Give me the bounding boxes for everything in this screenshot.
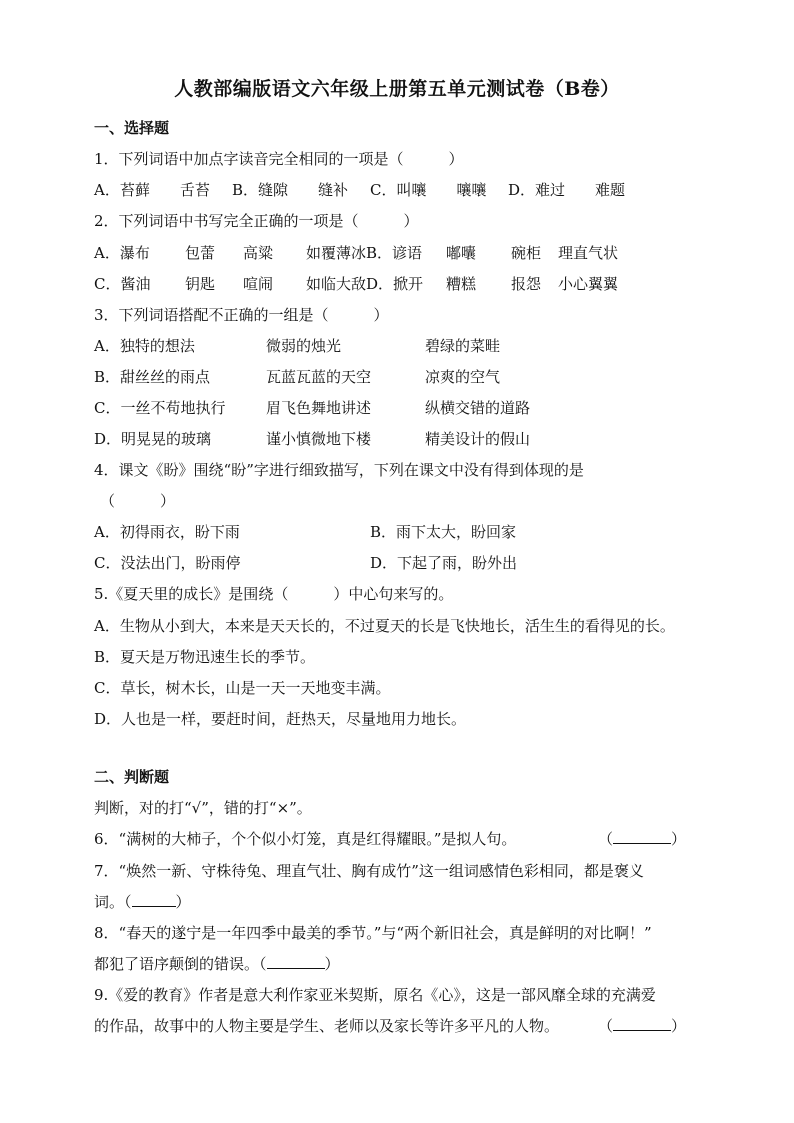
q2-c-word-1: C．酱油	[94, 275, 151, 293]
question-5-stem: 5.《夏天里的成长》是围绕（ ）中心句来写的。	[94, 585, 454, 603]
q7-text-end: 词。（	[94, 893, 132, 911]
q9-open-paren: （	[598, 1017, 614, 1035]
q6-answer-blank[interactable]	[613, 829, 671, 844]
q3-d-item-1: D．明晃晃的玻璃	[94, 430, 212, 448]
q2-b-word-3: 碗柜	[511, 244, 542, 262]
q9-answer	[598, 1016, 686, 1036]
q2-a-word-3: 高粱	[243, 244, 274, 262]
question-7-line-1: 7．“焕然一新、守株待兔、理直气壮、胸有成竹”这一组词感情色彩相同，都是褒义	[94, 862, 644, 880]
question-4-paren: （ ）	[100, 492, 176, 510]
q1-option-d: D．难过 难题	[508, 181, 626, 199]
q1-option-a: A．苔藓 舌苔	[94, 181, 210, 199]
question-7-line-2	[94, 892, 191, 912]
q3-c-item-1: C．一丝不苟地执行	[94, 399, 226, 417]
q2-c-word-2: 钥匙	[185, 275, 216, 293]
q6-answer	[598, 829, 686, 849]
q5-option-c: C．草长，树木长，山是一天一天地变丰满。	[94, 679, 391, 697]
q7-answer-blank[interactable]	[132, 892, 176, 907]
q7-close-paren: ）	[175, 893, 191, 911]
section-choice-heading: 一、选择题	[94, 119, 170, 137]
q8-answer-blank[interactable]	[267, 954, 325, 969]
q2-a-word-4: 如覆薄冰B．谚语	[306, 244, 423, 262]
q3-c-item-2: 眉飞色舞地讲述	[266, 399, 372, 417]
q5-option-a: A．生物从小到大，本来是天天长的，不过夏天的长是飞快地长，活生生的看得见的长。	[94, 617, 675, 635]
q3-b-item-2: 瓦蓝瓦蓝的天空	[266, 368, 372, 386]
q9-text-end: 的作品，故事中的人物主要是学生、老师以及家长等许多平凡的人物。	[94, 1017, 560, 1035]
q3-d-item-3: 精美设计的假山	[425, 430, 531, 448]
q2-b-word-2: 嘟囔	[446, 244, 477, 262]
q4-option-d: D．下起了雨，盼外出	[370, 554, 518, 572]
q6-close-paren: ）	[671, 830, 687, 848]
q2-c-word-4: 如临大敌D．掀开	[306, 275, 424, 293]
q2-d-word-4: 小心翼翼	[558, 275, 619, 293]
q2-d-word-2: 糟糕	[446, 275, 477, 293]
q6-text: 6．“满树的大柿子，个个似小灯笼，真是红得耀眼。”是拟人句。	[94, 830, 517, 848]
section-judge-heading: 二、判断题	[94, 768, 170, 786]
q3-c-item-3: 纵横交错的道路	[425, 399, 531, 417]
q9-answer-blank[interactable]	[613, 1016, 671, 1031]
q5-option-b: B．夏天是万物迅速生长的季节。	[94, 648, 316, 666]
q8-text-end: 都犯了语序颠倒的错误。（	[94, 955, 267, 973]
judge-instruction: 判断，对的打“√”，错的打“×”。	[94, 799, 312, 817]
q3-d-item-2: 谨小慎微地下楼	[266, 430, 372, 448]
q1-option-b: B．缝隙 缝补	[232, 181, 349, 199]
q5-option-d: D．人也是一样，要赶时间，赶热天，尽量地用力地长。	[94, 710, 467, 728]
q3-b-item-3: 凉爽的空气	[425, 368, 501, 386]
question-8-line-1: 8．“春天的遂宁是一年四季中最美的季节。”与“两个新旧社会，真是鲜明的对比啊！”	[94, 924, 652, 942]
q4-option-c: C．没法出门，盼雨停	[94, 554, 241, 572]
page-title: 人教部编版语文六年级上册第五单元测试卷（B卷）	[174, 78, 620, 100]
q2-a-word-1: A．瀑布	[94, 244, 150, 262]
question-3-stem: 3．下列词语搭配不正确的一组是（ ）	[94, 306, 389, 324]
q2-c-word-3: 喧闹	[243, 275, 274, 293]
q9-close-paren: ）	[671, 1017, 687, 1035]
q4-option-b: B．雨下太大，盼回家	[370, 523, 517, 541]
q3-b-item-1: B．甜丝丝的雨点	[94, 368, 211, 386]
q2-b-word-4: 理直气状	[558, 244, 619, 262]
q2-a-word-2: 包蕾	[185, 244, 216, 262]
question-2-stem: 2．下列词语中书写完全正确的一项是（ ）	[94, 212, 419, 230]
question-4-stem: 4．课文《盼》围绕“盼”字进行细致描写，下列在课文中没有得到体现的是	[94, 461, 584, 479]
q3-a-item-2: 微弱的烛光	[266, 337, 342, 355]
question-8-line-2	[94, 954, 340, 974]
question-1-stem: 1．下列词语中加点字读音完全相同的一项是（ ）	[94, 150, 464, 168]
q6-open-paren: （	[598, 830, 614, 848]
q2-d-word-3: 报怨	[511, 275, 542, 293]
q3-a-item-3: 碧绿的菜畦	[425, 337, 501, 355]
question-9-line-1: 9.《爱的教育》作者是意大利作家亚米契斯，原名《心》，这是一部风靡全球的充满爱	[94, 986, 656, 1004]
q1-option-c: C．叫嚷 嚷嚷	[370, 181, 487, 199]
q3-a-item-1: A．独特的想法	[94, 337, 195, 355]
q8-close-paren: ）	[324, 955, 340, 973]
q4-option-a: A．初得雨衣，盼下雨	[94, 523, 240, 541]
